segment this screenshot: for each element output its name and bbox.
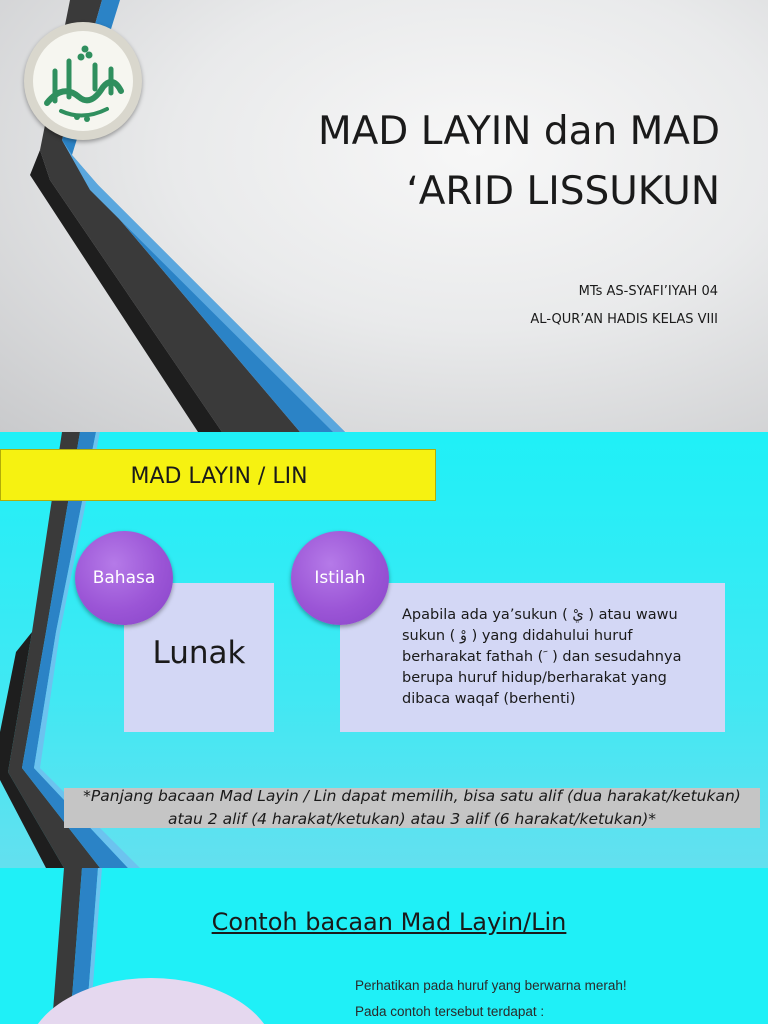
- slide-title: [250, 102, 720, 222]
- istilah-card: [340, 583, 725, 732]
- title-line-1: MAD LAYIN dan MAD: [317, 109, 720, 154]
- definition-slide: [0, 432, 768, 868]
- slide-heading: MAD LAYIN / LIN: [130, 464, 308, 489]
- length-note: *Panjang bacaan Mad Layin / Lin dapat memilih, bisa satu alif (dua harakat/ketukan) atau 2 alif (4 harakat/ketukan) atau 3 alif (6 harakat/ketukan)*: [83, 787, 741, 828]
- bahasa-label: Bahasa: [92, 568, 156, 588]
- istilah-bubble: [291, 531, 389, 625]
- heading-box: [0, 449, 436, 501]
- bahasa-value: Lunak: [152, 635, 246, 671]
- school-name: MTs AS-SYAFI’IYAH 04: [578, 284, 718, 299]
- example-title: Contoh bacaan Mad Layin/Lin: [211, 908, 567, 936]
- course-name: AL-QUR’AN HADIS KELAS VIII: [530, 312, 718, 327]
- example-slide: [0, 868, 768, 1024]
- istilah-label: Istilah: [314, 568, 366, 588]
- calligraphy-logo-icon: [33, 31, 133, 131]
- title-line-2: ‘ARID LISSUKUN: [406, 169, 720, 214]
- title-slide: [0, 0, 768, 432]
- istilah-value: Apabila ada ya’sukun ( يْ ) atau wawu sukun ( وْ ) yang didahului huruf berharakat fathah ( َ ) dan sesudahnya berupa huruf hidup/berharakat yang dibaca waqaf (berhenti): [402, 607, 682, 707]
- bahasa-bubble: [75, 531, 173, 625]
- instruction-line-1: Perhatikan pada huruf yang berwarna merah!: [355, 978, 627, 993]
- school-logo: [24, 22, 142, 140]
- instruction-line-2: Pada contoh tersebut terdapat :: [355, 1004, 545, 1019]
